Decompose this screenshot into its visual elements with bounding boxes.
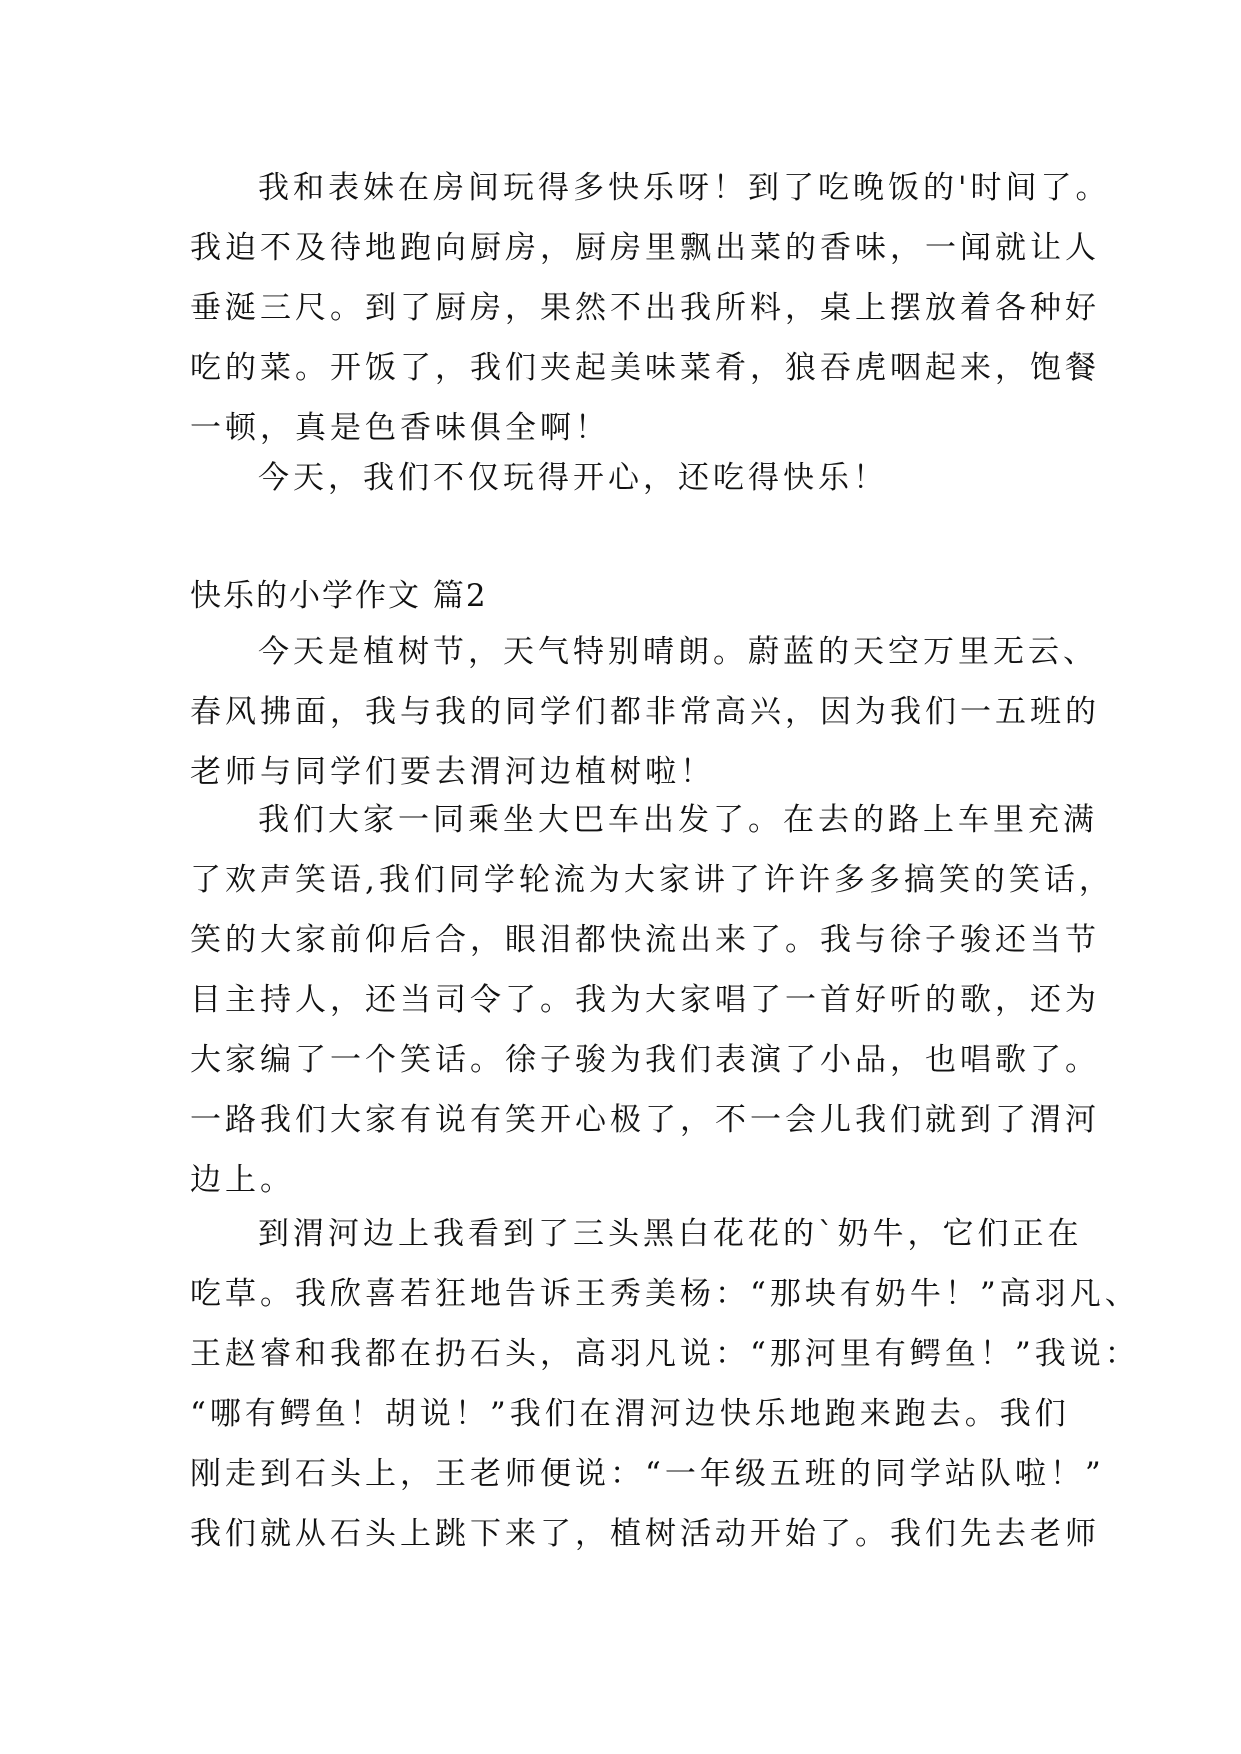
text-line: 吃的菜。开饭了，我们夹起美味菜肴，狼吞虎咽起来，饱餐	[190, 350, 1100, 386]
text-line: 了欢声笑语,我们同学轮流为大家讲了许许多多搞笑的笑话，	[190, 862, 1114, 898]
text-line: 垂涎三尺。到了厨房，果然不出我所料，桌上摆放着各种好	[190, 290, 1100, 326]
text-line: 我和表妹在房间玩得多快乐呀！到了吃晚饭的'时间了。	[258, 170, 1111, 206]
section-heading	[190, 566, 1070, 626]
paragraph-arbor-day	[190, 622, 1100, 802]
section-heading-text: 快乐的小学作文 篇2	[190, 578, 488, 614]
paragraph-conclusion	[190, 448, 1070, 508]
text-line: 到渭河边上我看到了三头黑白花花的`奶牛，它们正在	[258, 1216, 1083, 1252]
paragraph-riverside	[190, 1204, 1140, 1564]
text-line: 笑的大家前仰后合，眼泪都快流出来了。我与徐子骏还当节	[190, 922, 1100, 958]
paragraph-dinner	[190, 158, 1111, 458]
text-line: 大家编了一个笑话。徐子骏为我们表演了小品，也唱歌了。	[190, 1042, 1100, 1078]
text-line: 边上。	[190, 1162, 295, 1198]
text-line: “哪有鳄鱼！胡说！”我们在渭河边快乐地跑来跑去。我们	[190, 1396, 1070, 1432]
text-line: 目主持人，还当司令了。我为大家唱了一首好听的歌，还为	[190, 982, 1100, 1018]
text-line: 今天是植树节，天气特别晴朗。蔚蓝的天空万里无云、	[258, 634, 1098, 670]
text-line: 今天，我们不仅玩得开心，还吃得快乐！	[258, 460, 888, 496]
text-line: 王赵睿和我都在扔石头，高羽凡说：“那河里有鳄鱼！”我说：	[190, 1336, 1140, 1372]
text-line: 我迫不及待地跑向厨房，厨房里飘出菜的香味，一闻就让人	[190, 230, 1100, 266]
text-line: 吃草。我欣喜若狂地告诉王秀美杨：“那块有奶牛！”高羽凡、	[190, 1276, 1140, 1312]
text-line: 一路我们大家有说有笑开心极了，不一会儿我们就到了渭河	[190, 1102, 1100, 1138]
text-line: 刚走到石头上，王老师便说：“一年级五班的同学站队啦！”	[190, 1456, 1105, 1492]
text-line: 我们大家一同乘坐大巴车出发了。在去的路上车里充满	[258, 802, 1098, 838]
text-line: 我们就从石头上跳下来了，植树活动开始了。我们先去老师	[190, 1516, 1100, 1552]
paragraph-bus-trip	[190, 790, 1114, 1210]
text-line: 老师与同学们要去渭河边植树啦！	[190, 754, 715, 790]
text-line: 一顿，真是色香味俱全啊！	[190, 410, 610, 446]
text-line: 春风拂面，我与我的同学们都非常高兴，因为我们一五班的	[190, 694, 1100, 730]
